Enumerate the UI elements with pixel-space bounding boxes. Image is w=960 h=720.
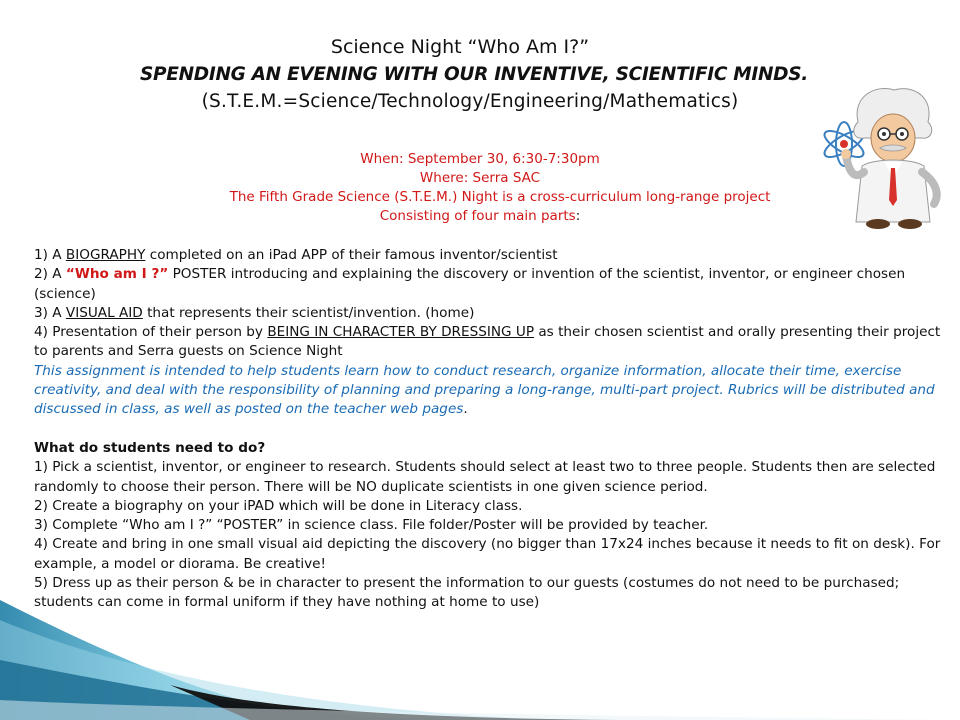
event-info	[0, 150, 960, 226]
part-3-keyword: VISUAL AID	[65, 304, 143, 321]
todo-heading: What do students need to do?	[34, 439, 266, 456]
event-description: The Fifth Grade Science (S.T.E.M.) Night is a cross-curriculum long-range project	[229, 189, 771, 205]
parts-label-text: Consisting of four main parts	[379, 208, 576, 224]
todo-item: 4) Create and bring in one small visual aid depicting the discovery (no bigger than 17x24 inches because it needs to fit on desk). For example, a model or diorama. Be creative!	[34, 536, 941, 572]
todo-item: 3) Complete “Who am I ?” “POSTER” in science class. File folder/Poster will be provided by teacher.	[34, 517, 709, 534]
part-1-prefix: 1) A	[34, 247, 66, 263]
part-2-text: POSTER introducing and explaining the discovery or invention of the scientist, inventor, or engineer chosen (science)	[34, 266, 906, 302]
part-1-keyword: BIOGRAPHY	[65, 247, 146, 263]
part-4-keyword: BEING IN CHARACTER BY DRESSING UP	[267, 324, 535, 341]
part-1-text: completed on an iPad APP of their famous inventor/scientist	[145, 247, 558, 263]
part-4-prefix: 4) Presentation of their person by	[34, 324, 268, 341]
todo-item: 1) Pick a scientist, inventor, or engineer to research. Students should select at least two to three people. Students then are selected randomly to choose their person. There will be NO duplicate scientists in one given science period.	[34, 459, 936, 495]
page-subtitle: SPENDING AN EVENING WITH OUR INVENTIVE, SCIENTIFIC MINDS.	[140, 64, 808, 85]
event-parts-label	[0, 207, 960, 226]
assignment-note	[34, 362, 946, 420]
note-end: .	[463, 401, 468, 418]
part-item-visual-aid	[34, 304, 946, 323]
assignment-body	[34, 246, 946, 613]
spacer	[34, 420, 946, 439]
part-2-keyword: “Who am I ?”	[65, 266, 169, 283]
part-3-prefix: 3) A	[34, 304, 66, 321]
part-item-presentation	[34, 323, 946, 362]
note-text: This assignment is intended to help students learn how to conduct research, organize information, allocate their time, exercise creativity, and deal with the responsibility of planning and preparing a long-range, multi-part project. Rubrics will be distributed and discussed in class, as well as posted on the teacher web pages	[34, 362, 935, 418]
stem-definition: (S.T.E.M.=Science/Technology/Engineering/Mathematics)	[201, 91, 739, 112]
event-when: When: September 30, 6:30-7:30pm	[360, 151, 600, 167]
title-block	[0, 34, 960, 116]
part-item-poster	[34, 265, 946, 304]
part-4-text: as their chosen scientist and orally presenting their project to parents and Serra guests on Science Night	[34, 324, 941, 360]
todo-item: 2) Create a biography on your iPAD which will be done in Literacy class.	[34, 497, 523, 514]
page-title: Science Night “Who Am I?”	[330, 36, 590, 58]
einstein-scientist-clipart	[818, 82, 948, 232]
parts-label-colon: :	[575, 208, 581, 224]
part-3-text: that represents their scientist/invention. (home)	[142, 304, 475, 321]
part-item-biography	[34, 246, 946, 265]
part-2-prefix: 2) A	[34, 266, 66, 283]
todo-item: 5) Dress up as their person & be in character to present the information to our guests (costumes do not need to be purchased; students can come in formal uniform if they have nothing at home to use)	[34, 575, 900, 611]
event-where: Where: Serra SAC	[419, 170, 541, 186]
